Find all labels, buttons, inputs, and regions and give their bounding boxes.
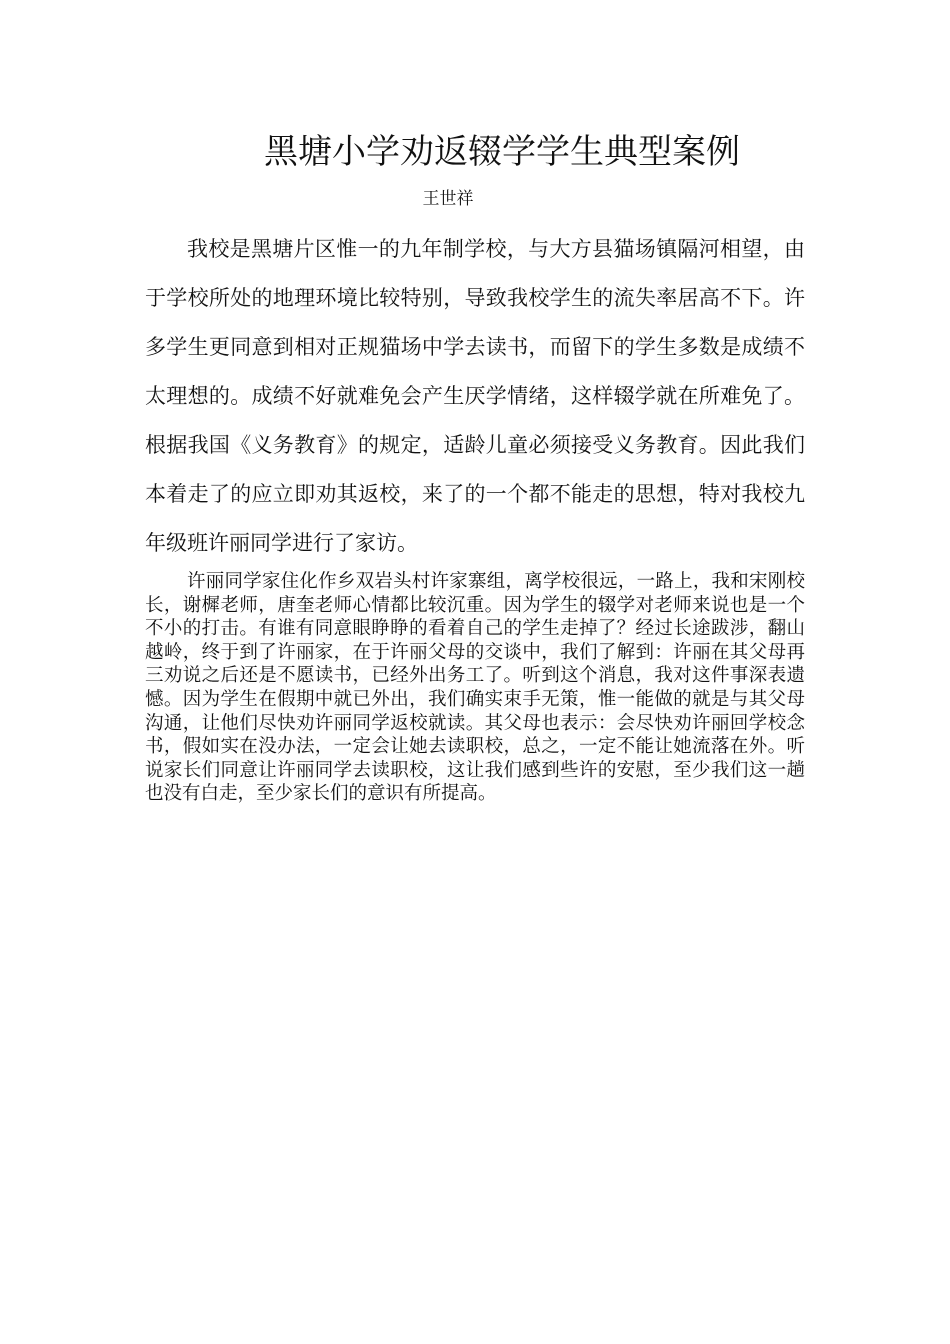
document-author: 王世祥: [422, 189, 474, 209]
body-paragraph-1: 我校是黑塘片区惟一的九年制学校，与大方县猫场镇隔河相望，由于学校所处的地理环境比较特别，导致我校学生的流失率居高不下。许多学生更同意到相对正规猫场中学去读书，而留下的学生多数是成绩不太理想的。成绩不好就难免会产生厌学情绪，这样辍学就在所难免了。根据我国《义务教育》的规定，适龄儿童必须接受义务教育。因此我们本着走了的应立即劝其返校，来了的一个都不能走的思想，特对我校九年级班许丽同学进行了家访。: [145, 237, 805, 555]
document-title: 黑塘小学劝返辍学学生典型案例: [264, 132, 740, 172]
body-paragraph-2: 许丽同学家住化作乡双岩头村许家寨组，离学校很远，一路上，我和宋刚校长，谢樨老师，唐奎老师心情都比较沉重。因为学生的辍学对老师来说也是一个不小的打击。有谁有同意眼睁睁的看着自己的学生走掉了？经过长途跋涉，翻山越岭，终于到了许丽家，在于许丽父母的交谈中，我们了解到：许丽在其父母再三劝说之后还是不愿读书，已经外出务工了。听到这个消息，我对这件事深表遗憾。因为学生在假期中就已外出，我们确实束手无策，惟一能做的就是与其父母沟通，让他们尽快劝许丽同学返校就读。其父母也表示：会尽快劝许丽回学校念书，假如实在没办法，一定会让她去读职校，总之，一定不能让她流落在外。听说家长们同意让许丽同学去读职校，这让我们感到些许的安慰，至少我们这一趟也没有白走，至少家长们的意识有所提高。: [145, 571, 805, 805]
